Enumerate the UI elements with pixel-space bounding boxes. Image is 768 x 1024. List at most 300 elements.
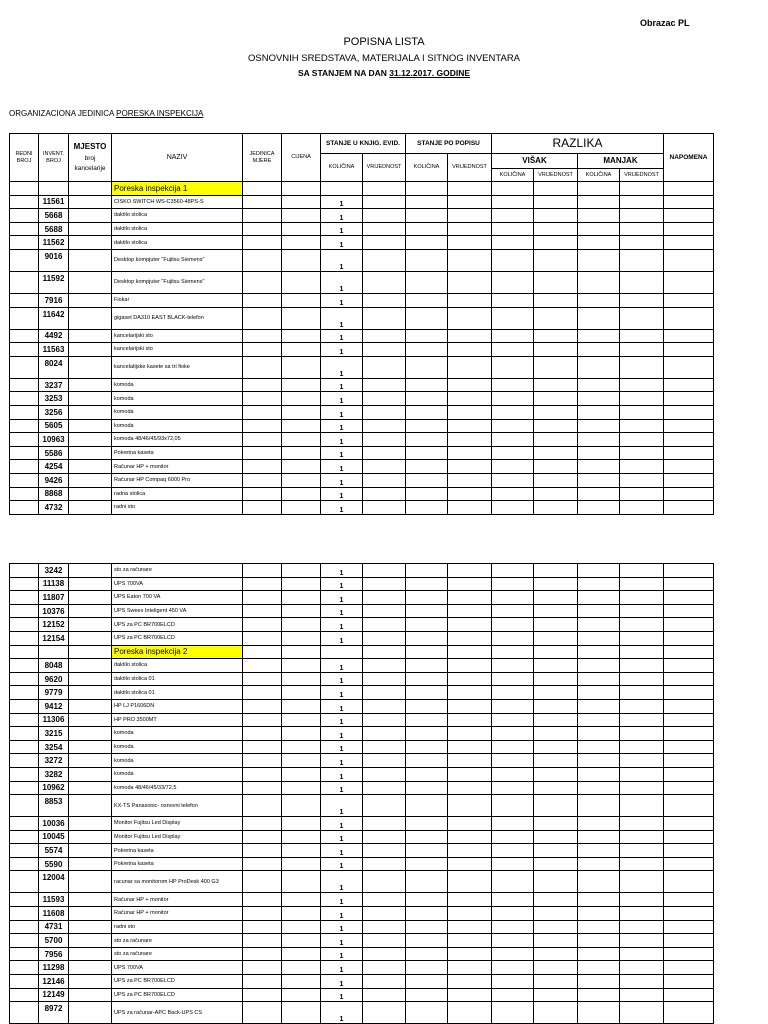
- empty-cell: [406, 356, 448, 378]
- inventory-number: 10045: [39, 830, 69, 844]
- empty-cell: [321, 182, 363, 196]
- empty-cell: [664, 817, 714, 831]
- table-row: [10, 236, 714, 250]
- empty-cell: [664, 767, 714, 781]
- empty-cell: [282, 329, 321, 343]
- empty-cell: [10, 645, 39, 659]
- empty-cell: [578, 893, 620, 907]
- book-quantity: 1: [321, 934, 363, 948]
- empty-cell: [10, 907, 39, 921]
- empty-cell: [363, 378, 406, 392]
- empty-cell: [664, 236, 714, 250]
- empty-cell: [578, 1002, 620, 1024]
- inventory-number: 5700: [39, 934, 69, 948]
- empty-cell: [363, 920, 406, 934]
- empty-cell: [69, 727, 112, 741]
- empty-cell: [406, 293, 448, 307]
- inventory-number: 5590: [39, 857, 69, 871]
- empty-cell: [282, 672, 321, 686]
- empty-cell: [534, 947, 578, 961]
- empty-cell: [534, 343, 578, 357]
- table-row: [10, 740, 714, 754]
- book-quantity: 1: [321, 307, 363, 329]
- empty-cell: [10, 343, 39, 357]
- empty-cell: [534, 920, 578, 934]
- item-name: Monitor Fujitsu Led Display: [112, 817, 243, 831]
- empty-cell: [69, 343, 112, 357]
- empty-cell: [282, 604, 321, 618]
- empty-cell: [406, 631, 448, 645]
- table-row: [10, 487, 714, 501]
- empty-cell: [448, 460, 492, 474]
- inventory-number: 5586: [39, 446, 69, 460]
- empty-cell: [448, 307, 492, 329]
- empty-cell: [363, 501, 406, 515]
- org-value: PORESKA INSPEKCIJA: [116, 109, 204, 118]
- table-row: [10, 249, 714, 271]
- empty-cell: [69, 857, 112, 871]
- empty-cell: [664, 844, 714, 858]
- inventory-number: 3242: [39, 564, 69, 578]
- book-quantity: 1: [321, 947, 363, 961]
- empty-cell: [69, 699, 112, 713]
- table-row: [10, 727, 714, 741]
- empty-cell: [620, 307, 664, 329]
- book-quantity: 1: [321, 405, 363, 419]
- empty-cell: [363, 392, 406, 406]
- col-header-naziv: NAZIV: [112, 134, 243, 182]
- empty-cell: [534, 473, 578, 487]
- empty-cell: [620, 988, 664, 1002]
- book-quantity: 1: [321, 795, 363, 817]
- empty-cell: [10, 195, 39, 209]
- empty-cell: [69, 419, 112, 433]
- item-name: Pokretna kaseta: [112, 844, 243, 858]
- book-quantity: 1: [321, 907, 363, 921]
- empty-cell: [448, 893, 492, 907]
- empty-cell: [363, 988, 406, 1002]
- table-row: [10, 975, 714, 989]
- empty-cell: [448, 631, 492, 645]
- empty-cell: [243, 222, 282, 236]
- empty-cell: [10, 754, 39, 768]
- empty-cell: [69, 307, 112, 329]
- empty-cell: [363, 871, 406, 893]
- empty-cell: [620, 947, 664, 961]
- empty-cell: [448, 419, 492, 433]
- empty-cell: [578, 645, 620, 659]
- empty-cell: [69, 222, 112, 236]
- mjesto-kancelarije: kancelarije: [74, 164, 106, 172]
- empty-cell: [243, 433, 282, 447]
- table-row: [10, 591, 714, 605]
- empty-cell: [620, 975, 664, 989]
- empty-cell: [448, 686, 492, 700]
- empty-cell: [406, 754, 448, 768]
- inventory-number: 11138: [39, 577, 69, 591]
- empty-cell: [534, 618, 578, 632]
- empty-cell: [10, 236, 39, 250]
- empty-cell: [534, 907, 578, 921]
- empty-cell: [363, 460, 406, 474]
- empty-cell: [492, 871, 534, 893]
- empty-cell: [578, 830, 620, 844]
- item-name: UPS za računar-APC Back-UPS CS: [112, 1002, 243, 1024]
- book-quantity: 1: [321, 631, 363, 645]
- empty-cell: [10, 727, 39, 741]
- empty-cell: [243, 271, 282, 293]
- empty-cell: [10, 920, 39, 934]
- book-quantity: 1: [321, 487, 363, 501]
- empty-cell: [406, 209, 448, 223]
- empty-cell: [578, 817, 620, 831]
- item-name: CISKO SWITCH WS-C3560-48PS-S: [112, 195, 243, 209]
- col-header-cijena: CIJENA: [282, 134, 321, 182]
- empty-cell: [578, 740, 620, 754]
- col-header-kolicina: KOLIČINA: [492, 169, 534, 182]
- empty-cell: [69, 817, 112, 831]
- empty-cell: [492, 754, 534, 768]
- item-name: daktilo stolica: [112, 659, 243, 673]
- table-row: [10, 961, 714, 975]
- empty-cell: [406, 433, 448, 447]
- empty-cell: [664, 713, 714, 727]
- item-name: UPS za PC BR700ELCD: [112, 618, 243, 632]
- book-quantity: 1: [321, 564, 363, 578]
- empty-cell: [664, 195, 714, 209]
- empty-cell: [243, 857, 282, 871]
- inventory-number: 7956: [39, 947, 69, 961]
- item-name: daktilo stolica 01: [112, 672, 243, 686]
- empty-cell: [448, 236, 492, 250]
- empty-cell: [448, 754, 492, 768]
- empty-cell: [243, 659, 282, 673]
- empty-cell: [406, 988, 448, 1002]
- empty-cell: [664, 659, 714, 673]
- empty-cell: [578, 307, 620, 329]
- empty-cell: [282, 222, 321, 236]
- table-row: [10, 271, 714, 293]
- empty-cell: [492, 618, 534, 632]
- book-quantity: 1: [321, 195, 363, 209]
- empty-cell: [282, 209, 321, 223]
- empty-cell: [492, 591, 534, 605]
- empty-cell: [282, 249, 321, 271]
- table-row: [10, 343, 714, 357]
- inventory-number: 9426: [39, 473, 69, 487]
- empty-cell: [448, 975, 492, 989]
- inventory-number: 4731: [39, 920, 69, 934]
- empty-cell: [243, 975, 282, 989]
- inventory-number: 8048: [39, 659, 69, 673]
- empty-cell: [534, 975, 578, 989]
- empty-cell: [620, 236, 664, 250]
- empty-cell: [492, 236, 534, 250]
- table-row: [10, 446, 714, 460]
- inventory-number: 11642: [39, 307, 69, 329]
- empty-cell: [578, 618, 620, 632]
- inventory-number: 11592: [39, 271, 69, 293]
- empty-cell: [492, 249, 534, 271]
- empty-cell: [664, 947, 714, 961]
- empty-cell: [664, 727, 714, 741]
- inventory-number: 8868: [39, 487, 69, 501]
- empty-cell: [243, 564, 282, 578]
- empty-cell: [406, 307, 448, 329]
- section-row: [10, 182, 714, 196]
- empty-cell: [578, 947, 620, 961]
- item-name: Fiokar: [112, 293, 243, 307]
- empty-cell: [448, 392, 492, 406]
- empty-cell: [448, 947, 492, 961]
- empty-cell: [69, 934, 112, 948]
- book-quantity: 1: [321, 830, 363, 844]
- empty-cell: [534, 727, 578, 741]
- empty-cell: [282, 392, 321, 406]
- empty-cell: [448, 378, 492, 392]
- empty-cell: [620, 433, 664, 447]
- empty-cell: [406, 604, 448, 618]
- empty-cell: [10, 871, 39, 893]
- empty-cell: [69, 659, 112, 673]
- empty-cell: [363, 293, 406, 307]
- empty-cell: [578, 378, 620, 392]
- empty-cell: [282, 343, 321, 357]
- col-header-vrijednost: VRIJEDNOST: [363, 154, 406, 182]
- book-quantity: 1: [321, 713, 363, 727]
- empty-cell: [282, 754, 321, 768]
- empty-cell: [578, 487, 620, 501]
- empty-cell: [664, 618, 714, 632]
- inventory-number: 4492: [39, 329, 69, 343]
- empty-cell: [534, 487, 578, 501]
- empty-cell: [578, 920, 620, 934]
- item-name: radni sto: [112, 920, 243, 934]
- empty-cell: [363, 343, 406, 357]
- empty-cell: [664, 182, 714, 196]
- empty-cell: [578, 591, 620, 605]
- book-quantity: 1: [321, 672, 363, 686]
- empty-cell: [492, 659, 534, 673]
- empty-cell: [492, 222, 534, 236]
- table-row: [10, 754, 714, 768]
- book-quantity: 1: [321, 222, 363, 236]
- book-quantity: 1: [321, 604, 363, 618]
- empty-cell: [448, 577, 492, 591]
- inventory-number: 3253: [39, 392, 69, 406]
- empty-cell: [534, 392, 578, 406]
- table-row: [10, 686, 714, 700]
- empty-cell: [492, 195, 534, 209]
- empty-cell: [406, 699, 448, 713]
- item-name: HP PRO 3500MT: [112, 713, 243, 727]
- empty-cell: [282, 1002, 321, 1024]
- empty-cell: [406, 672, 448, 686]
- empty-cell: [406, 182, 448, 196]
- empty-cell: [406, 564, 448, 578]
- empty-cell: [620, 343, 664, 357]
- empty-cell: [406, 844, 448, 858]
- item-name: sto za računare: [112, 934, 243, 948]
- section-label: Poreska inspekcija 2: [112, 645, 243, 659]
- table-row: [10, 988, 714, 1002]
- inventory-number: 11298: [39, 961, 69, 975]
- empty-cell: [406, 795, 448, 817]
- empty-cell: [492, 686, 534, 700]
- item-name: UPS Eaton 700 VA: [112, 591, 243, 605]
- empty-cell: [10, 487, 39, 501]
- empty-cell: [282, 446, 321, 460]
- empty-cell: [282, 195, 321, 209]
- item-name: komoda: [112, 754, 243, 768]
- item-name: radni sto: [112, 501, 243, 515]
- empty-cell: [664, 487, 714, 501]
- item-name: komoda: [112, 405, 243, 419]
- empty-cell: [363, 672, 406, 686]
- empty-cell: [69, 795, 112, 817]
- empty-cell: [243, 392, 282, 406]
- empty-cell: [10, 577, 39, 591]
- empty-cell: [363, 195, 406, 209]
- empty-cell: [243, 249, 282, 271]
- empty-cell: [243, 209, 282, 223]
- empty-cell: [363, 795, 406, 817]
- empty-cell: [534, 672, 578, 686]
- inventory-number: 12152: [39, 618, 69, 632]
- empty-cell: [69, 433, 112, 447]
- empty-cell: [492, 293, 534, 307]
- empty-cell: [578, 934, 620, 948]
- empty-cell: [282, 686, 321, 700]
- empty-cell: [69, 947, 112, 961]
- empty-cell: [10, 392, 39, 406]
- empty-cell: [620, 844, 664, 858]
- empty-cell: [282, 907, 321, 921]
- empty-cell: [578, 871, 620, 893]
- empty-cell: [620, 577, 664, 591]
- empty-cell: [620, 487, 664, 501]
- empty-cell: [10, 631, 39, 645]
- empty-cell: [664, 392, 714, 406]
- inventory-number: 11561: [39, 195, 69, 209]
- empty-cell: [282, 857, 321, 871]
- empty-cell: [492, 329, 534, 343]
- empty-cell: [534, 271, 578, 293]
- book-quantity: 1: [321, 392, 363, 406]
- empty-cell: [363, 857, 406, 871]
- empty-cell: [620, 604, 664, 618]
- empty-cell: [664, 961, 714, 975]
- empty-cell: [406, 871, 448, 893]
- empty-cell: [664, 591, 714, 605]
- section-row: [10, 645, 714, 659]
- empty-cell: [578, 236, 620, 250]
- empty-cell: [534, 577, 578, 591]
- empty-cell: [406, 893, 448, 907]
- empty-cell: [620, 686, 664, 700]
- empty-cell: [243, 577, 282, 591]
- empty-cell: [492, 781, 534, 795]
- empty-cell: [620, 767, 664, 781]
- empty-cell: [664, 419, 714, 433]
- book-quantity: 1: [321, 893, 363, 907]
- empty-cell: [492, 307, 534, 329]
- empty-cell: [69, 686, 112, 700]
- empty-cell: [578, 713, 620, 727]
- empty-cell: [69, 618, 112, 632]
- empty-cell: [448, 713, 492, 727]
- empty-cell: [406, 686, 448, 700]
- item-name: sto za računare: [112, 564, 243, 578]
- book-quantity: 1: [321, 501, 363, 515]
- table-row: [10, 433, 714, 447]
- table-row: [10, 920, 714, 934]
- empty-cell: [10, 405, 39, 419]
- empty-cell: [534, 713, 578, 727]
- empty-cell: [448, 699, 492, 713]
- table-row: [10, 781, 714, 795]
- empty-cell: [69, 405, 112, 419]
- item-name: UPS za PC BR700ELCD: [112, 631, 243, 645]
- empty-cell: [406, 817, 448, 831]
- book-quantity: 1: [321, 618, 363, 632]
- empty-cell: [664, 209, 714, 223]
- empty-cell: [578, 433, 620, 447]
- empty-cell: [492, 975, 534, 989]
- empty-cell: [578, 699, 620, 713]
- empty-cell: [243, 713, 282, 727]
- empty-cell: [534, 501, 578, 515]
- empty-cell: [664, 754, 714, 768]
- empty-cell: [664, 222, 714, 236]
- empty-cell: [578, 631, 620, 645]
- empty-cell: [363, 740, 406, 754]
- item-name: Monitor Fujitsu Led Display: [112, 830, 243, 844]
- empty-cell: [243, 343, 282, 357]
- empty-cell: [620, 920, 664, 934]
- empty-cell: [492, 645, 534, 659]
- empty-cell: [363, 947, 406, 961]
- empty-cell: [534, 934, 578, 948]
- inventory-number: 9016: [39, 249, 69, 271]
- empty-cell: [406, 920, 448, 934]
- empty-cell: [243, 501, 282, 515]
- empty-cell: [448, 961, 492, 975]
- book-quantity: 1: [321, 271, 363, 293]
- empty-cell: [620, 405, 664, 419]
- empty-cell: [578, 988, 620, 1002]
- empty-cell: [10, 817, 39, 831]
- item-name: sto za računare: [112, 947, 243, 961]
- empty-cell: [69, 460, 112, 474]
- table-row: [10, 222, 714, 236]
- empty-cell: [578, 343, 620, 357]
- empty-cell: [578, 577, 620, 591]
- empty-cell: [282, 947, 321, 961]
- book-quantity: 1: [321, 209, 363, 223]
- empty-cell: [578, 727, 620, 741]
- empty-cell: [448, 329, 492, 343]
- document-date-line: [0, 68, 768, 78]
- empty-cell: [492, 405, 534, 419]
- table-row: [10, 419, 714, 433]
- book-quantity: 1: [321, 343, 363, 357]
- item-name: radna stolica: [112, 487, 243, 501]
- empty-cell: [620, 222, 664, 236]
- empty-cell: [10, 501, 39, 515]
- book-quantity: 1: [321, 378, 363, 392]
- empty-cell: [243, 307, 282, 329]
